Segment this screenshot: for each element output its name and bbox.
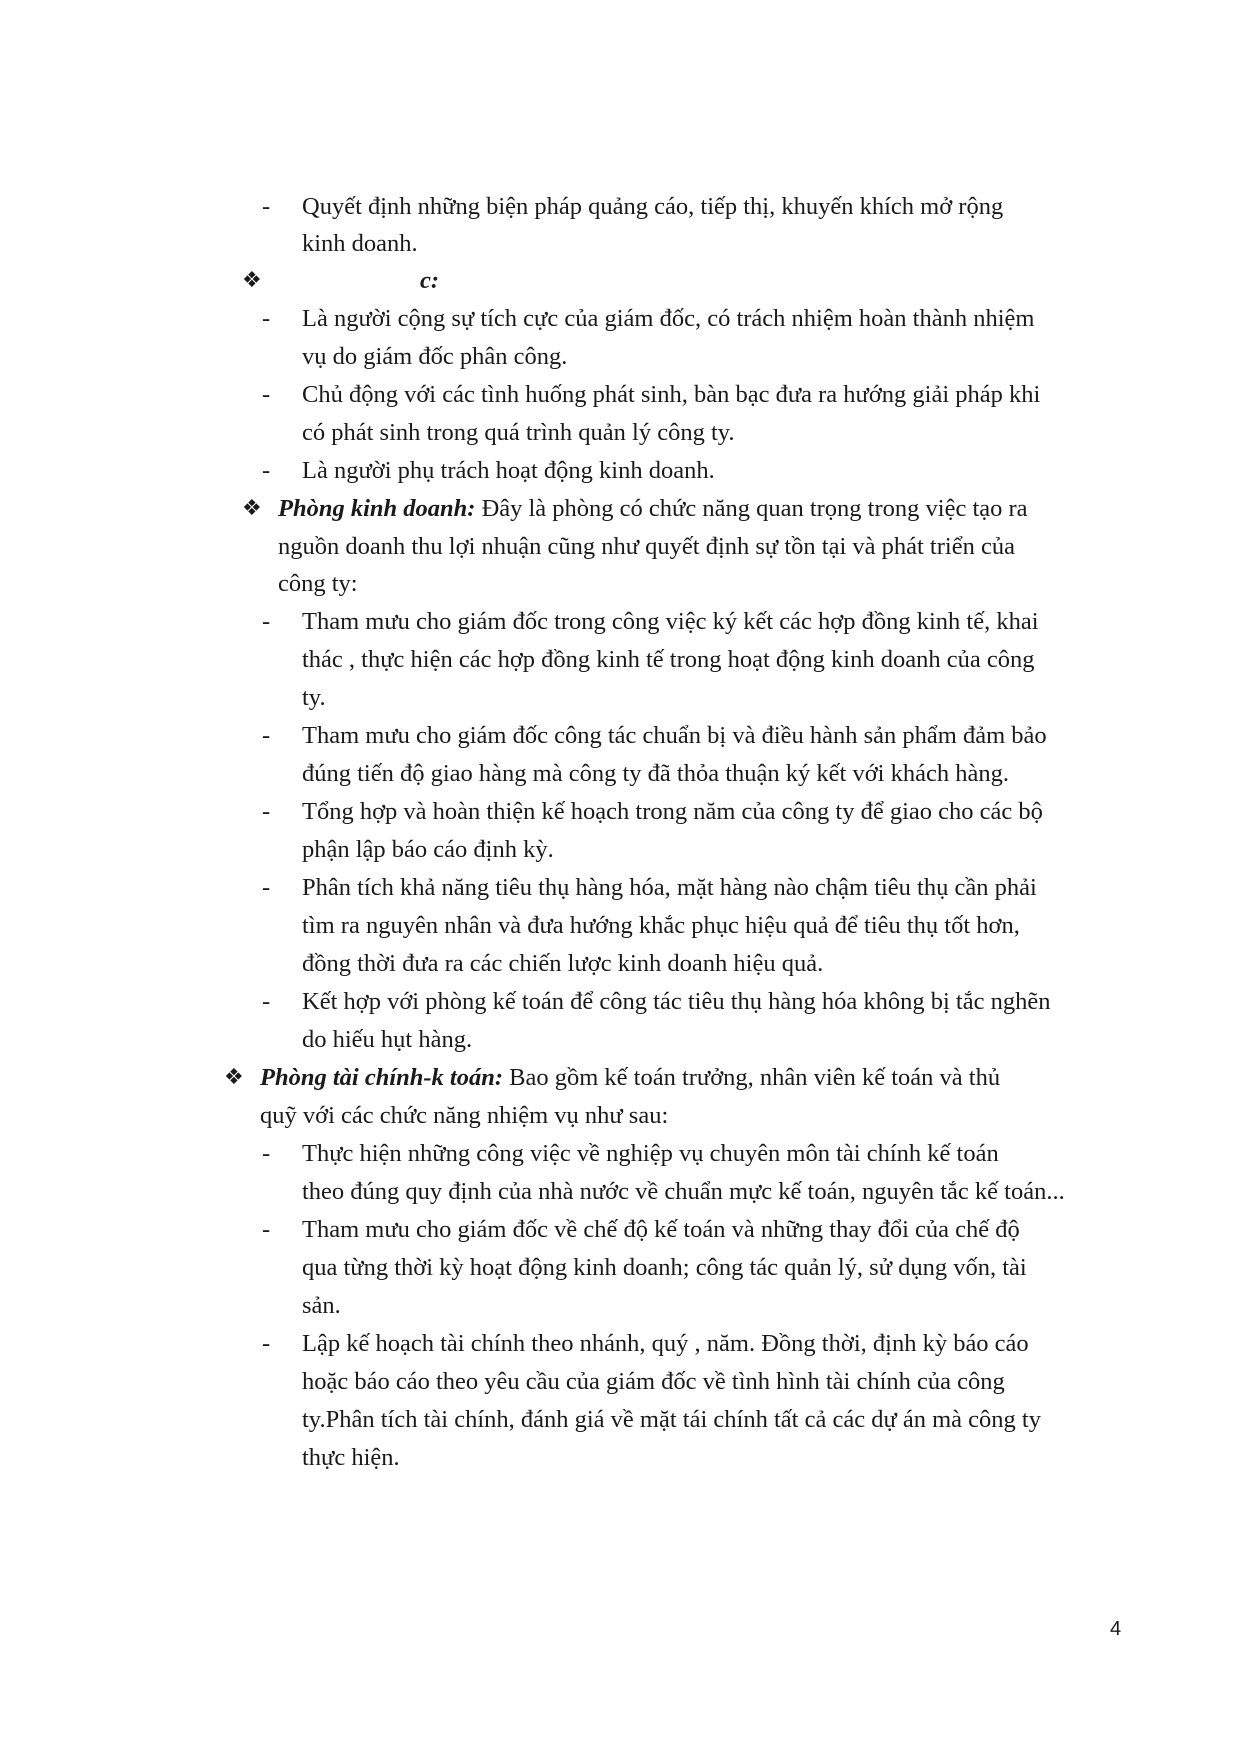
text-line: sản. [302, 1292, 341, 1319]
text-line: vụ do giám đốc phân công. [302, 343, 568, 370]
text-line: theo đúng quy định của nhà nước về chuẩn mực kế toán, nguyên tắc kế toán... [302, 1178, 1065, 1205]
dash-marker: - [262, 457, 271, 484]
dash-marker: - [262, 798, 271, 825]
text-line: tìm ra nguyên nhân và đưa hướng khắc phục hiệu quả để tiêu thụ tốt hơn, [302, 912, 1020, 939]
text-line: Tham mưu cho giám đốc về chế độ kế toán và những thay đổi của chế độ [302, 1216, 1020, 1243]
text-line: Tổng hợp và hoàn thiện kế hoạch trong năm của công ty để giao cho các bộ [302, 798, 1043, 825]
text-line: quỹ với các chức năng nhiệm vụ như sau: [260, 1102, 669, 1129]
dash-marker: - [262, 874, 271, 901]
text-line: Là người phụ trách hoạt động kinh doanh. [302, 457, 715, 484]
text-line: thác , thực hiện các hợp đồng kinh tế trong hoạt động kinh doanh của công [302, 646, 1035, 673]
diamond-bullet-icon: ❖ [242, 496, 262, 521]
section-heading: Phòng tài chính-k toán: [260, 1064, 504, 1091]
dash-marker: - [262, 193, 271, 220]
section-heading-line [278, 490, 1028, 528]
text-line: qua từng thời kỳ hoạt động kinh doanh; công tác quản lý, sử dụng vốn, tài [302, 1254, 1027, 1281]
section-heading: c: [420, 267, 440, 294]
text-line: Kết hợp với phòng kế toán để công tác tiêu thụ hàng hóa không bị tắc nghẽn [302, 988, 1051, 1015]
text-line: phận lập báo cáo định kỳ. [302, 836, 554, 863]
text-line: thực hiện. [302, 1444, 400, 1471]
text-line: Chủ động với các tình huống phát sinh, bàn bạc đưa ra hướng giải pháp khi [302, 381, 1041, 408]
text-line: Tham mưu cho giám đốc trong công việc ký kết các hợp đồng kinh tế, khai [302, 608, 1039, 635]
dash-marker: - [262, 381, 271, 408]
text-line: Là người cộng sự tích cực của giám đốc, có trách nhiệm hoàn thành nhiệm [302, 305, 1035, 332]
dash-marker: - [262, 1216, 271, 1243]
section-heading-line [420, 262, 439, 300]
text-line: đúng tiến độ giao hàng mà công ty đã thỏa thuận ký kết với khách hàng. [302, 760, 1009, 787]
text-line: do hiếu hụt hàng. [302, 1026, 473, 1053]
section-heading-rest: Bao gồm kế toán trưởng, nhân viên kế toán và thủ [503, 1064, 1001, 1091]
text-line: Tham mưu cho giám đốc công tác chuẩn bị và điều hành sản phẩm đảm bảo [302, 722, 1047, 749]
text-line: công ty: [278, 570, 358, 597]
text-line: ty. [302, 684, 326, 711]
dash-marker: - [262, 608, 271, 635]
section-heading: Phòng kinh doanh: [278, 495, 476, 522]
text-line: kinh doanh. [302, 230, 418, 257]
page-number: 4 [1110, 1618, 1122, 1640]
text-line: Thực hiện những công việc về nghiệp vụ chuyên môn tài chính kế toán [302, 1140, 999, 1167]
text-line: đồng thời đưa ra các chiến lược kinh doanh hiệu quả. [302, 950, 824, 977]
section-heading-rest: Đây là phòng có chức năng quan trọng trong việc tạo ra [475, 495, 1028, 522]
section-heading-line [260, 1059, 1000, 1097]
diamond-bullet-icon: ❖ [224, 1065, 244, 1090]
text-line: Phân tích khả năng tiêu thụ hàng hóa, mặt hàng nào chậm tiêu thụ cần phải [302, 874, 1037, 901]
text-line: Quyết định những biện pháp quảng cáo, tiếp thị, khuyến khích mở rộng [302, 193, 1004, 220]
text-line: Lập kế hoạch tài chính theo nhánh, quý , năm. Đồng thời, định kỳ báo cáo [302, 1330, 1029, 1357]
dash-marker: - [262, 722, 271, 749]
dash-marker: - [262, 1330, 271, 1357]
text-line: ty.Phân tích tài chính, đánh giá về mặt tái chính tất cả các dự án mà công ty [302, 1406, 1041, 1433]
text-line: có phát sinh trong quá trình quản lý công ty. [302, 419, 735, 446]
dash-marker: - [262, 305, 271, 332]
text-line: hoặc báo cáo theo yêu cầu của giám đốc về tình hình tài chính của công [302, 1368, 1005, 1395]
text-line: nguồn doanh thu lợi nhuận cũng như quyết định sự tồn tại và phát triển của [278, 533, 1015, 560]
diamond-bullet-icon: ❖ [242, 268, 262, 293]
dash-marker: - [262, 988, 271, 1015]
dash-marker: - [262, 1140, 271, 1167]
